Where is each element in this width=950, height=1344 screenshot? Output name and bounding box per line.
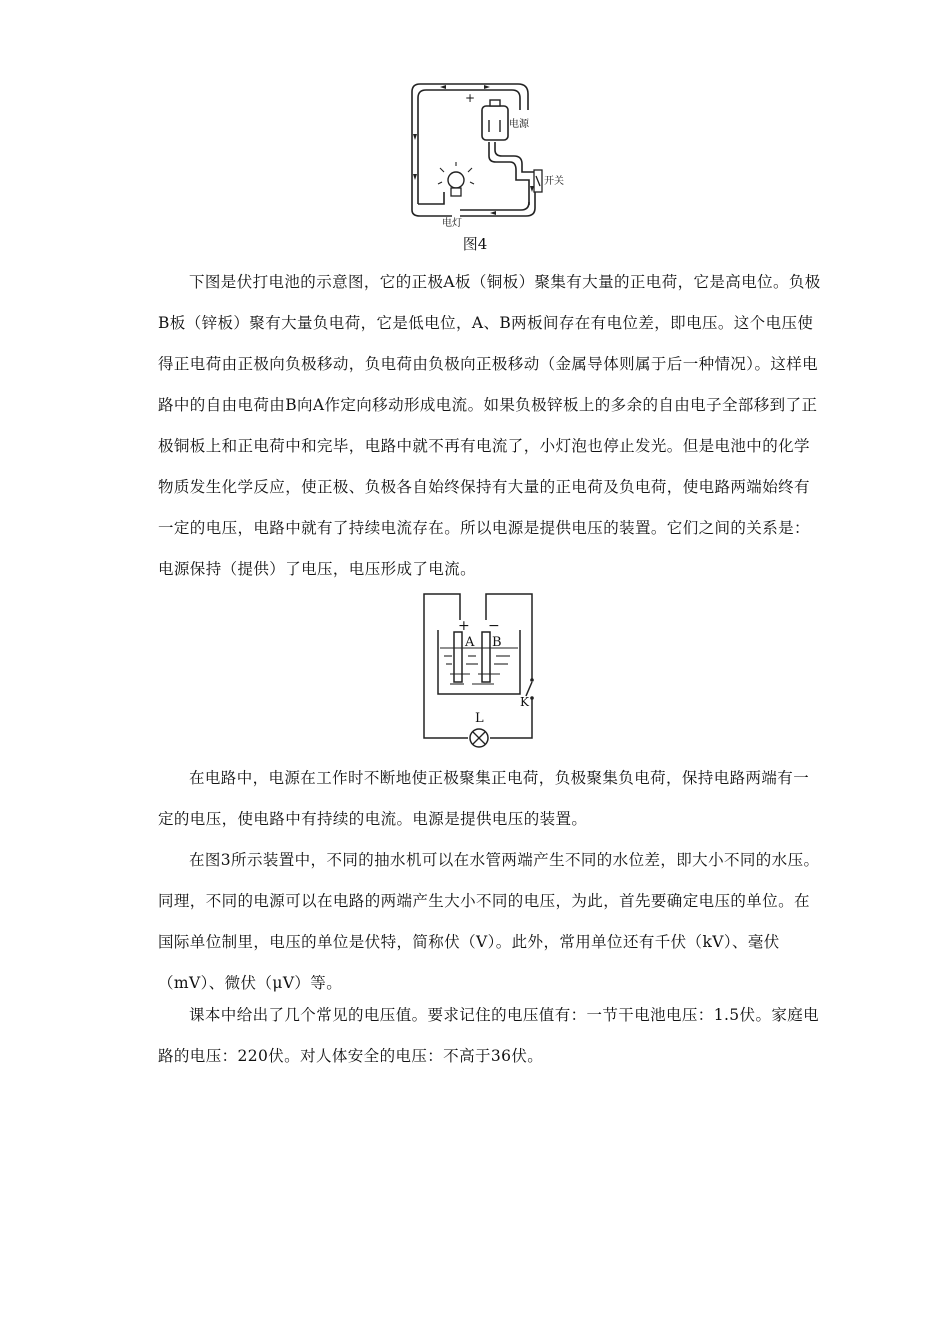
paragraph-voltaic-cell: 下图是伏打电池的示意图，它的正极A板（铜板）聚集有大量的正电荷，它是高电位。负极B板（锌板）聚有大量负电荷，它是低电位，A、B两板间存在有电位差，即电压。这个电压使得正电荷由正极向负极移动，负电荷由负极向正极移动（金属导体则属于后一种情况）。这样电路中的自由电荷由B向A作定向移动形成电流。如果负极锌板上的多余的自由电子全部移到了正极铜板上和正电荷中和完毕，电路中就不再有电流了，小灯泡也停止发光。但是电池中的化学物质发生化学反应，使正极、负极各自始终保持有大量的正电荷及负电荷，使电路两端始终有一定的电压，电路中就有了持续电流存在。所以电源是提供电压的装置。它们之间的关系是：电源保持（提供）了电压，电压形成了电流。 bbox=[158, 273, 821, 578]
plate-a-label: A bbox=[465, 635, 475, 650]
voltaic-cell-figure bbox=[420, 590, 538, 750]
paragraph-power-source: 在电路中，电源在工作时不断地使正极聚集正电荷，负极聚集负电荷，保持电路两端有一定的电压，使电路中有持续的电流。电源是提供电压的装置。 bbox=[158, 769, 810, 828]
circuit-figure bbox=[400, 80, 564, 230]
plate-b-label: B bbox=[492, 635, 502, 650]
power-source-label: 电源 bbox=[509, 119, 529, 130]
paragraph-voltage-unit: 在图3所示装置中，不同的抽水机可以在水管两端产生不同的水位差，即大小不同的水压。同理，不同的电源可以在电路的两端产生大小不同的电压，为此，首先要确定电压的单位。在国际单位制里，电压的单位是伏特，简称伏（V）。此外，常用单位还有千伏（kV）、毫伏（mV）、微伏（μV）等。 bbox=[158, 851, 820, 992]
switch-label: 开关 bbox=[544, 176, 564, 187]
lamp-l-label: L bbox=[475, 711, 484, 726]
cell-minus-label: − bbox=[488, 618, 500, 634]
lamp-label: 电灯 bbox=[442, 218, 462, 229]
figure-caption: 图4 bbox=[462, 235, 488, 253]
paragraph-common-voltages: 课本中给出了几个常见的电压值。要求记住的电压值有：一节干电池电压：1.5伏。家庭电路的电压：220伏。对人体安全的电压：不高于36伏。 bbox=[158, 1006, 820, 1065]
switch-k-label: K bbox=[520, 695, 529, 709]
cell-plus-label: + bbox=[458, 618, 470, 634]
power-plus-label: + bbox=[465, 91, 476, 105]
